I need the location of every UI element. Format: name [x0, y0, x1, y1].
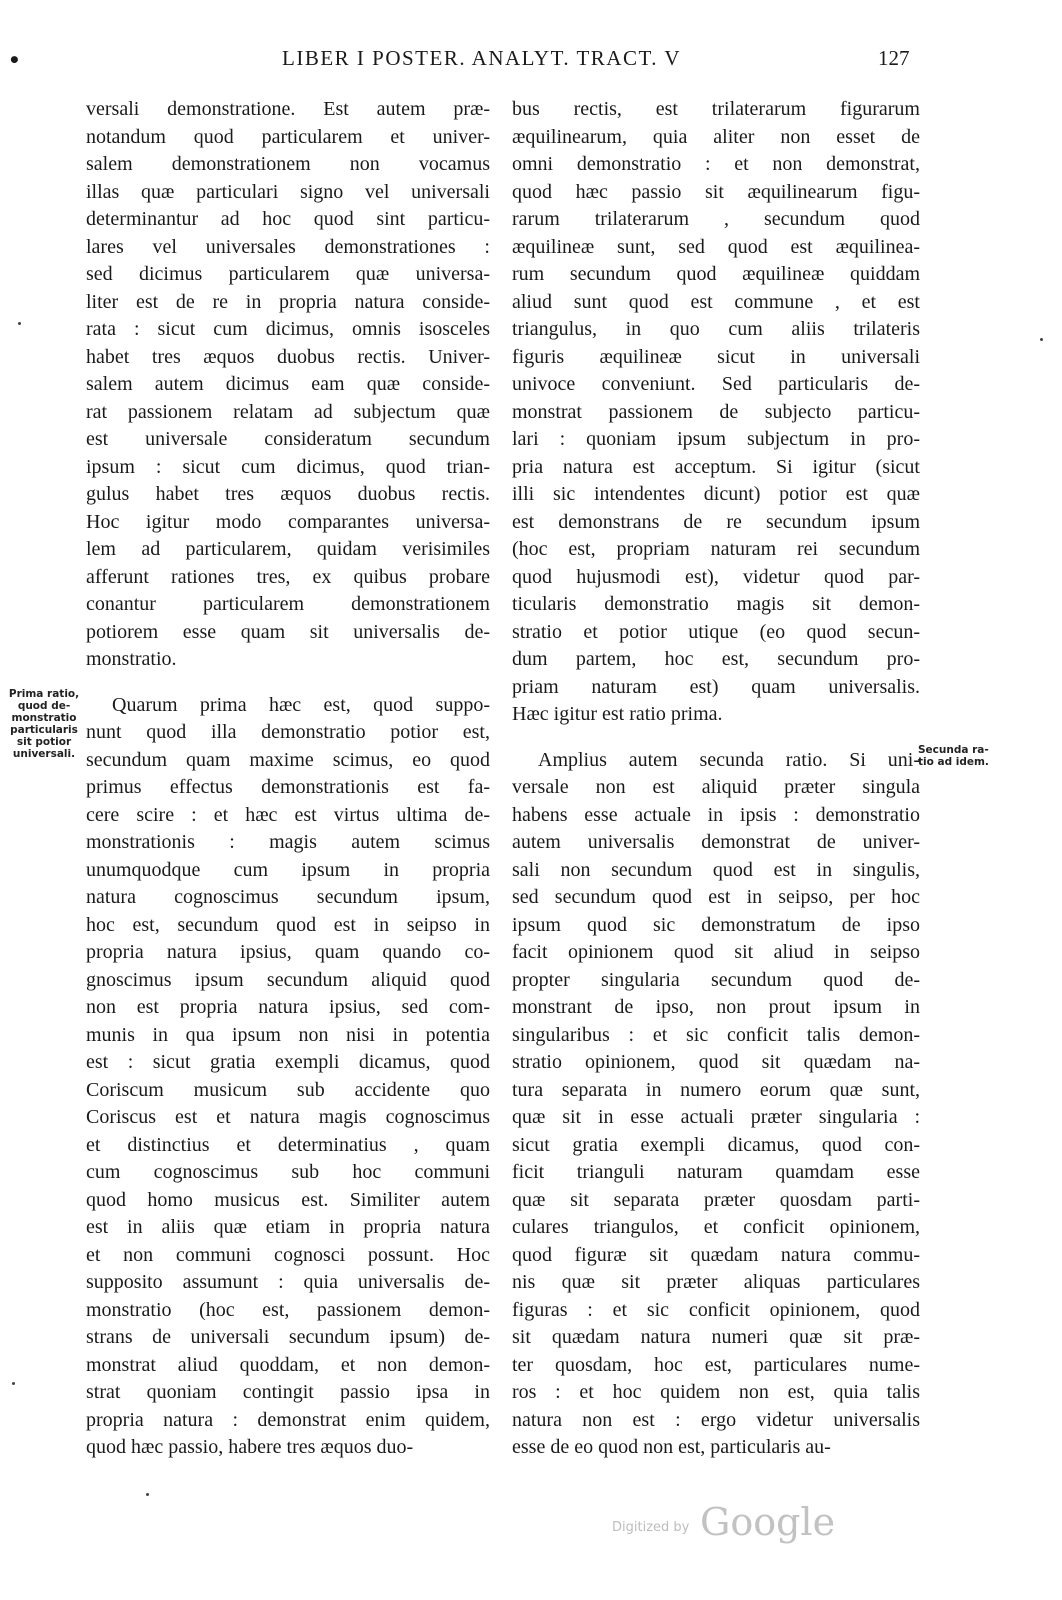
- text-line: monstratio (hoc est, passionem demon-: [86, 1298, 490, 1321]
- print-speck: [146, 1493, 149, 1496]
- text-line: monstrat passionem de subjecto particu-: [512, 400, 920, 423]
- print-speck: [18, 322, 21, 325]
- text-line: Hæc igitur est ratio prima.: [512, 703, 723, 725]
- text-line: figuras : et sic conficit opinionem, quod: [512, 1298, 920, 1321]
- text-line: gulus habet tres æquos duobus rectis.: [86, 483, 490, 505]
- text-line: propria natura ipsius, quam quando co-: [86, 941, 490, 963]
- text-line: quod figuræ sit quædam natura commu-: [512, 1243, 920, 1266]
- text-line: ros : et hoc quidem non est, quia talis: [512, 1381, 920, 1403]
- text-line: habens esse actuale in ipsis : demonstratio: [512, 803, 920, 826]
- text-line: est universale consideratum secundum: [86, 428, 490, 450]
- text-line: sit quædam natura numeri quæ sit præ-: [512, 1326, 920, 1348]
- text-line: quod hæc passio sit æquilinearum figu-: [512, 180, 920, 203]
- text-line: potiorem esse quam sit universalis de-: [86, 620, 490, 643]
- text-line: cum cognoscimus sub hoc communi: [86, 1161, 490, 1183]
- text-line: strat quoniam contingit passio ipsa in: [86, 1381, 490, 1403]
- text-line: ticularis demonstratio magis sit demon-: [512, 593, 920, 615]
- left-paragraph-2: [86, 692, 490, 1462]
- text-line: unumquodque cum ipsum in propria: [86, 858, 490, 881]
- text-line: nunt quod illa demonstratio potior est,: [86, 721, 490, 743]
- text-line: figuris æquilineæ sicut in universali: [512, 345, 920, 368]
- text-line: propria natura : demonstrat enim quidem,: [86, 1408, 490, 1431]
- page-number: 127: [878, 46, 910, 70]
- google-logo: Google: [700, 1500, 836, 1544]
- paragraph-gap: [512, 729, 920, 747]
- text-line: secundum quam maxime scimus, eo quod: [86, 748, 490, 771]
- text-line: sed secundum quod est in seipso, per hoc: [512, 886, 920, 908]
- text-line: et non communi cognosci possunt. Hoc: [86, 1243, 490, 1266]
- text-line: monstrant de ipso, non prout ipsum in: [512, 996, 920, 1018]
- text-line: nis quæ sit præter aliquas particulares: [512, 1271, 920, 1293]
- text-line: rat passionem relatam ad subjectum quæ: [86, 400, 490, 423]
- margin-note-line: Prima ratio,: [8, 688, 80, 700]
- text-line: gnoscimus ipsum secundum aliquid quod: [86, 968, 490, 991]
- text-line: natura cognoscimus secundum ipsum,: [86, 886, 490, 908]
- text-line: lares vel universales demonstrationes :: [86, 235, 490, 258]
- margin-note-line: tio ad idem.: [918, 756, 989, 768]
- text-line: dum partem, hoc est, secundum pro-: [512, 648, 920, 670]
- text-line: munis in qua ipsum non nisi in potentia: [86, 1023, 490, 1046]
- margin-note-secunda-ratio: [918, 744, 1038, 768]
- text-line: omni demonstratio : et non demonstrat,: [512, 153, 920, 175]
- text-line: habet tres æquos duobus rectis. Univer-: [86, 345, 490, 368]
- text-line: propter singularia secundum quod de-: [512, 968, 920, 991]
- text-line: lem ad particularem, quidam verisimiles: [86, 538, 490, 560]
- margin-note-line: monstratio: [11, 712, 77, 724]
- left-paragraph-1: [86, 96, 490, 674]
- text-line: supposito assumunt : quia universalis de-: [86, 1271, 490, 1293]
- text-line: bus rectis, est trilaterarum figurarum: [512, 98, 920, 120]
- text-line: esse de eo quod non est, particularis au-: [512, 1436, 831, 1458]
- text-line: salem demonstrationem non vocamus: [86, 153, 490, 175]
- paragraph-gap: [86, 674, 490, 692]
- text-line: est : sicut gratia exempli dicamus, quod: [86, 1051, 490, 1073]
- text-line: salem autem dicimus eam quæ conside-: [86, 373, 490, 395]
- margin-note-line: particularis: [10, 724, 78, 736]
- margin-note-prima-ratio: [6, 688, 82, 760]
- text-line: ficit trianguli naturam quamdam esse: [512, 1161, 920, 1183]
- text-line: (hoc est, propriam naturam rei secundum: [512, 538, 920, 560]
- text-line: rum secundum quod æquilineæ quiddam: [512, 263, 920, 285]
- text-line: ipsum : sicut cum dicimus, quod trian-: [86, 455, 490, 478]
- text-line: natura non est : ergo videtur universalis: [512, 1408, 920, 1431]
- text-line: monstrat aliud quoddam, et non demon-: [86, 1353, 490, 1376]
- margin-note-line: Secunda ra-: [918, 744, 989, 756]
- digitized-by-google-watermark: [612, 1500, 842, 1550]
- text-line: primus effectus demonstrationis est fa-: [86, 776, 490, 798]
- text-line: Amplius autem secunda ratio. Si uni-: [538, 748, 920, 771]
- text-line: sicut gratia exempli dicamus, quod con-: [512, 1133, 920, 1156]
- text-line: versali demonstratione. Est autem præ-: [86, 98, 490, 120]
- right-paragraph-2: [512, 747, 920, 1462]
- text-line: lari : quoniam ipsum subjectum in pro-: [512, 428, 920, 450]
- text-line: tura separata in numero eorum quæ sunt,: [512, 1078, 920, 1101]
- text-line: est in aliis quæ etiam in propria natura: [86, 1216, 490, 1238]
- text-line: Coriscum musicum sub accidente quo: [86, 1078, 490, 1101]
- text-line: sali non secundum quod est in singulis,: [512, 858, 920, 881]
- text-line: hoc est, secundum quod est in seipso in: [86, 913, 490, 936]
- text-line: ipsum quod sic demonstratum de ipso: [512, 913, 920, 936]
- right-paragraph-1: [512, 96, 920, 729]
- text-line: sed dicimus particularem quæ universa-: [86, 263, 490, 285]
- text-line: singularibus : et sic conficit talis demon-: [512, 1023, 920, 1046]
- text-line: non est propria natura ipsius, sed com-: [86, 996, 490, 1018]
- text-line: monstratio.: [86, 648, 177, 670]
- text-line: quæ sit in esse actuali præter singularia :: [512, 1106, 920, 1128]
- margin-note-line: universali.: [12, 748, 76, 760]
- text-line: et distinctius et determinatius , quam: [86, 1133, 490, 1156]
- text-line: culares triangulos, et conficit opinionem,: [512, 1216, 920, 1238]
- text-line: cere scire : et hæc est virtus ultima de-: [86, 803, 490, 826]
- text-line: illi sic intendentes dicunt) potior est quæ: [512, 483, 920, 505]
- text-line: rarum trilaterarum , secundum quod: [512, 208, 920, 230]
- text-line: quæ sit separata præter quosdam parti-: [512, 1188, 920, 1211]
- right-column: [512, 96, 920, 1462]
- text-line: illas quæ particulari signo vel universali: [86, 180, 490, 203]
- text-line: rata : sicut cum dicimus, omnis isosceles: [86, 318, 490, 340]
- left-column: [86, 96, 490, 1462]
- text-line: afferunt rationes tres, ex quibus probare: [86, 565, 490, 588]
- margin-note-line: quod de-: [17, 700, 71, 712]
- text-line: conantur particularem demonstrationem: [86, 593, 490, 615]
- text-line: univoce conveniunt. Sed particularis de-: [512, 373, 920, 395]
- text-line: monstrationis : magis autem scimus: [86, 831, 490, 853]
- text-line: triangulus, in quo cum aliis trilateris: [512, 318, 920, 340]
- text-line: ter quosdam, hoc est, particulares nume-: [512, 1353, 920, 1376]
- text-line: æquilineæ sunt, sed quod est æquilinea-: [512, 235, 920, 258]
- margin-note-line: sit potior: [16, 736, 72, 748]
- text-line: pria natura est acceptum. Si igitur (sicut: [512, 455, 920, 478]
- text-line: strans de universali secundum ipsum) de-: [86, 1326, 490, 1348]
- print-speck: [1040, 338, 1043, 341]
- text-line: facit opinionem quod sit aliud in seipso: [512, 941, 920, 963]
- text-line: quod homo musicus est. Similiter autem: [86, 1188, 490, 1211]
- print-speck: [12, 1382, 15, 1385]
- text-line: Coriscus est et natura magis cognoscimus: [86, 1106, 490, 1128]
- text-line: notandum quod particularem et univer-: [86, 125, 490, 148]
- text-line: priam naturam est) quam universalis.: [512, 675, 920, 698]
- header-bullet: •: [8, 48, 21, 72]
- text-line: stratio opinionem, quod sit quædam na-: [512, 1051, 920, 1073]
- text-line: stratio et potior utique (eo quod secun-: [512, 620, 920, 643]
- text-line: aliud sunt quod est commune , et est: [512, 290, 920, 313]
- digitized-by-label: Digitized by: [612, 1520, 690, 1535]
- running-header: [0, 44, 1062, 78]
- text-line: liter est de re in propria natura conside-: [86, 290, 490, 313]
- text-line: quod hujusmodi est), videtur quod par-: [512, 565, 920, 588]
- text-line: autem universalis demonstrat de univer-: [512, 831, 920, 853]
- text-line: æquilinearum, quia aliter non esset de: [512, 125, 920, 148]
- text-line: quod hæc passio, habere tres æquos duo-: [86, 1436, 414, 1458]
- text-line: versale non est aliquid præter singula: [512, 776, 920, 798]
- text-line: Quarum prima hæc est, quod suppo-: [112, 693, 490, 716]
- running-title: LIBER I POSTER. ANALYT. TRACT. V: [282, 46, 682, 70]
- text-line: est demonstrans de re secundum ipsum: [512, 510, 920, 533]
- text-line: determinantur ad hoc quod sint particu-: [86, 208, 490, 230]
- text-line: Hoc igitur modo comparantes universa-: [86, 510, 490, 533]
